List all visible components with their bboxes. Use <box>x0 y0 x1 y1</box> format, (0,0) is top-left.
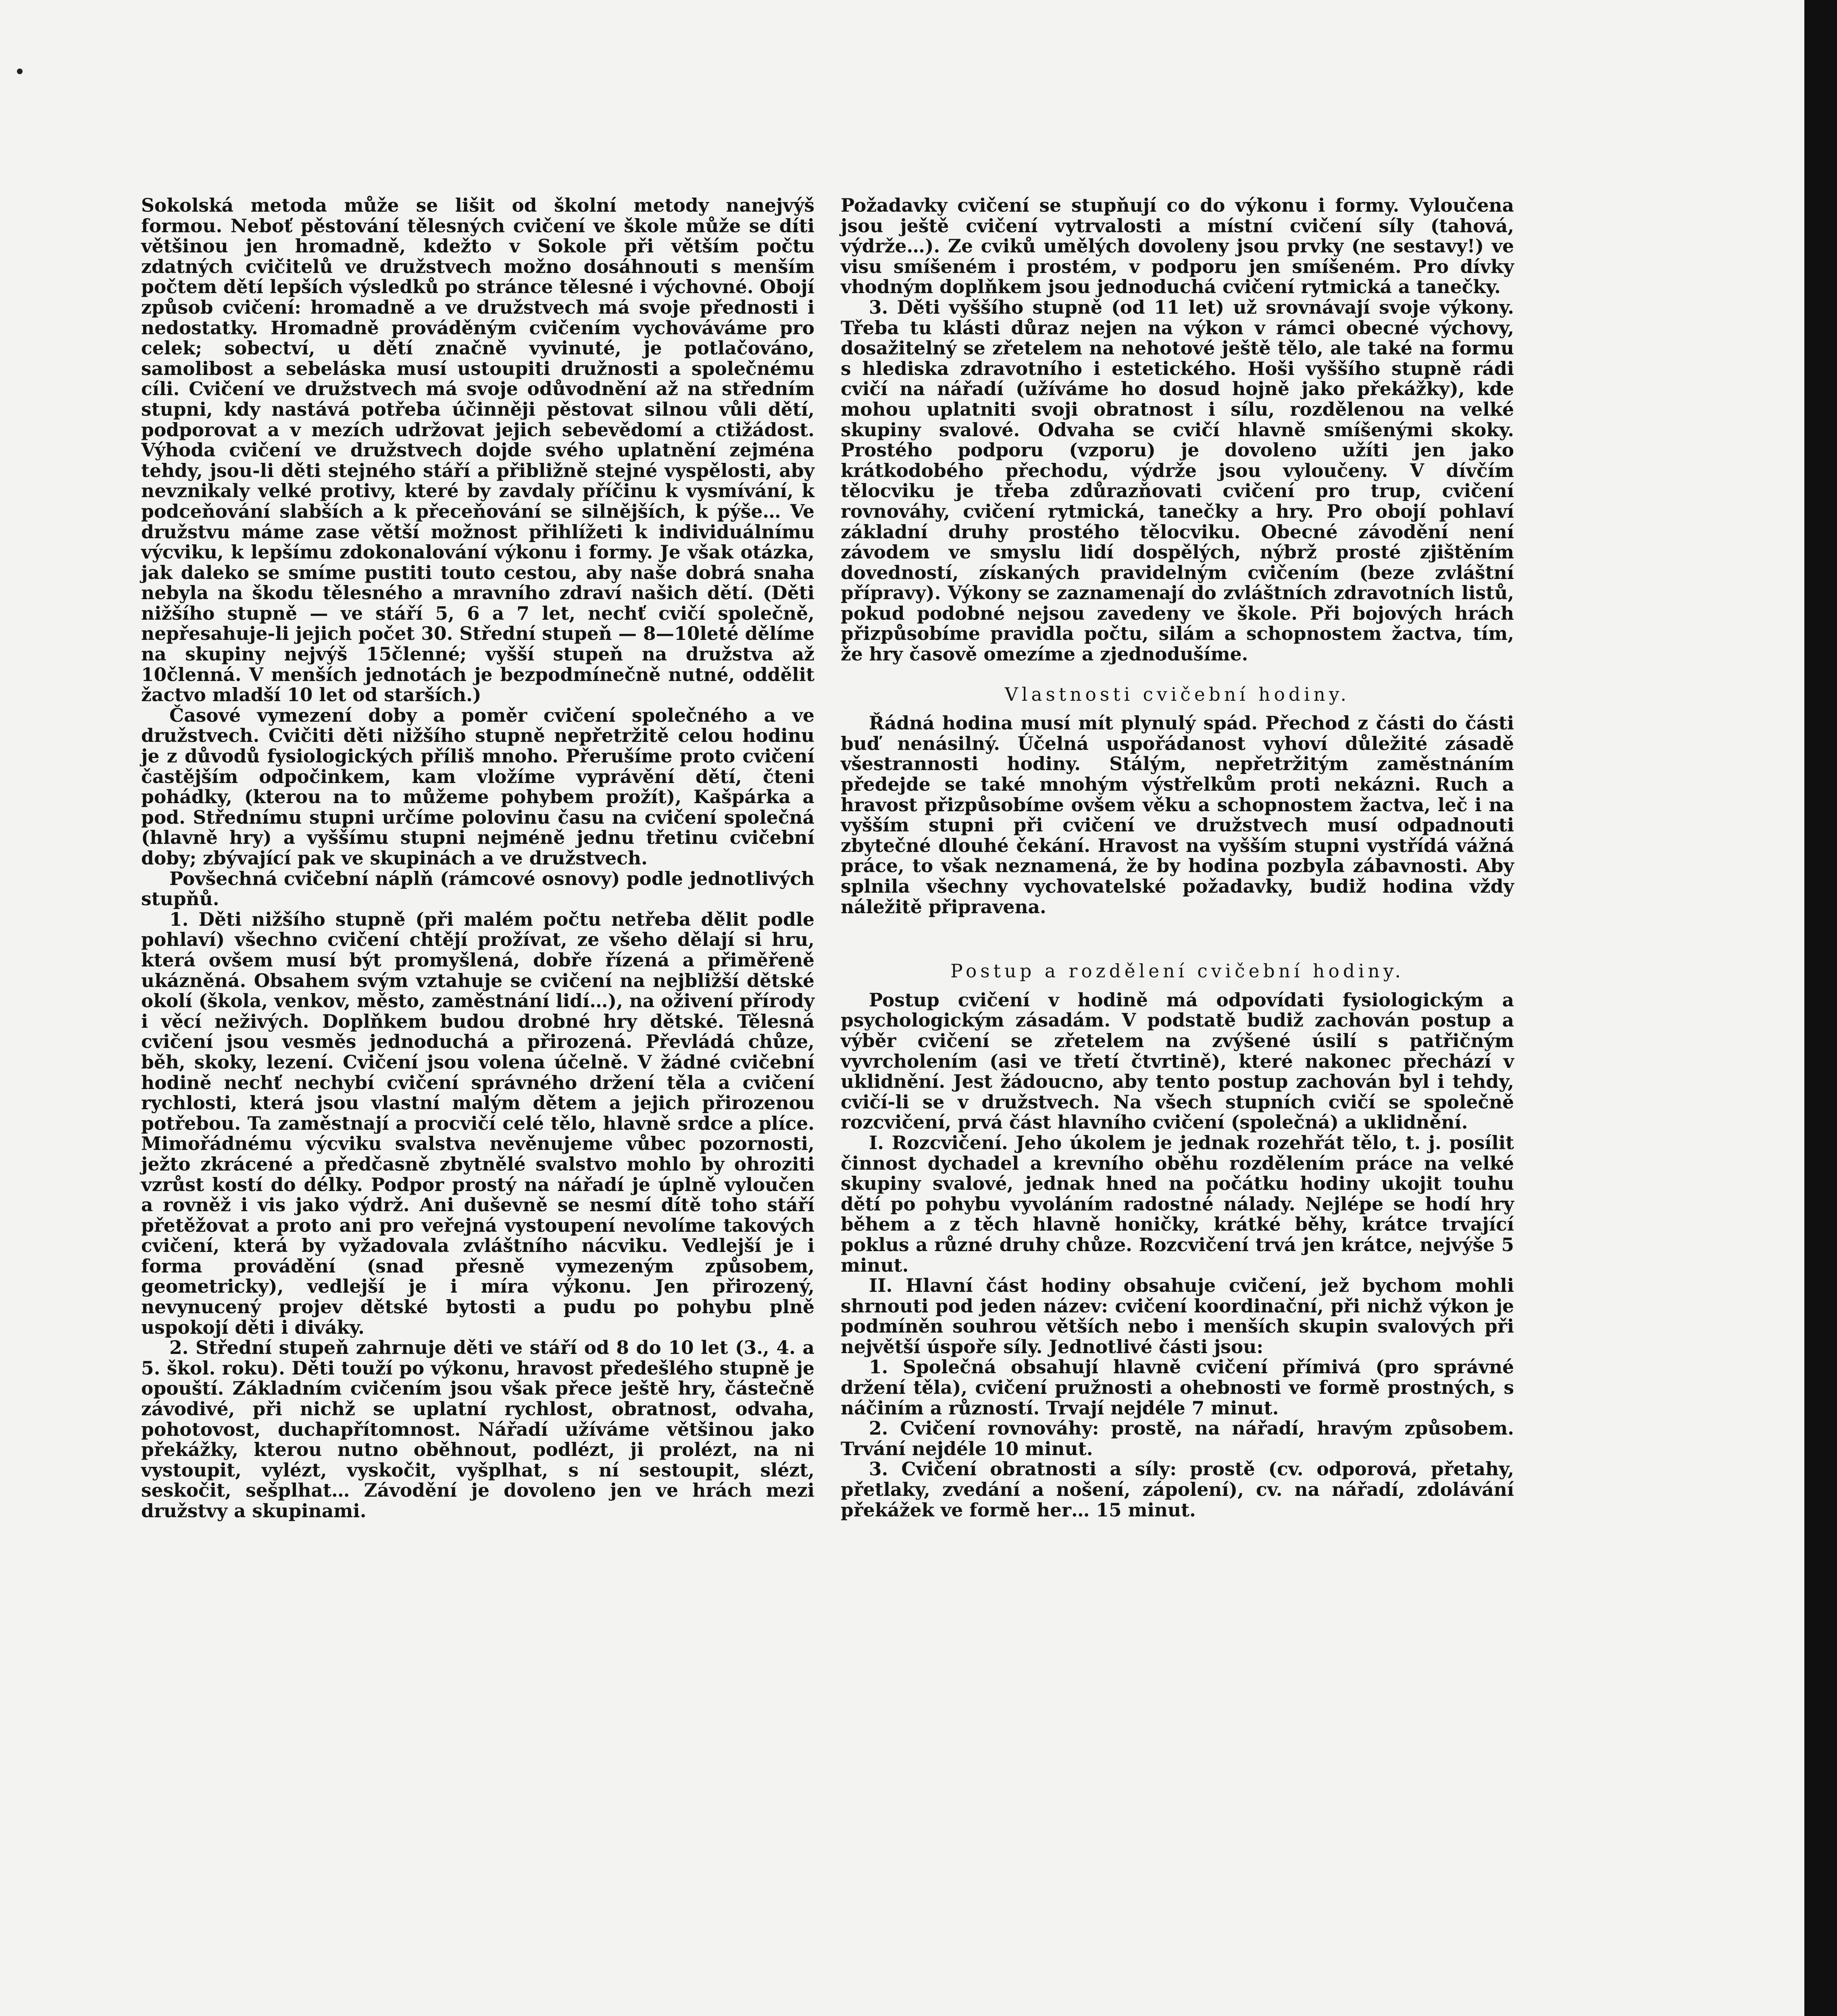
scan-border <box>1804 0 1837 2016</box>
paragraph: 1. Společná obsahují hlavně cvičení přímivá (pro správné držení těla), cvičení pružnosti a ohebnosti ve formě prostných, s náčiním a růzností. Trvají nejdéle 7 minut. <box>841 1356 1514 1419</box>
paragraph: 2. Střední stupeň zahrnuje děti ve stáří od 8 do 10 let (3., 4. a 5. škol. roku). Děti touží po výkonu, hravost předešlého stupně je opouští. Základním cvičením jsou však přece ještě hry, částečně závodivé, při nichž se uplatní rychlost, obratnost, odvaha, pohotovost, duchapřítomnost. Nářadí užíváme většinou jako překážky, kterou nutno oběhnout, podlézt, ji prolézt, na ni vystoupit, vylézt, vyskočit, vyšplhat, s ní sestoupit, slézt, seskočit, sešplhat… Závodění je dovoleno jen ve hrách mezi družstvy a skupinami. <box>141 1337 814 1522</box>
section-heading: Vlastnosti cvičební hodiny. <box>1005 683 1350 705</box>
paragraph: 3. Děti vyššího stupně (od 11 let) už srovnávají svoje výkony. Třeba tu klásti důraz nejen na výkon v rámci obecné výchovy, dosažitelný se zřetelem na nehotové ještě tělo, ale také na formu s hlediska zdravotního i estetického. Hoši vyššího stupně rádi cvičí na nářadí (užíváme ho dosud hojně jako překážky), kde mohou uplatniti svoji obratnost i sílu, rozdělenou na velké skupiny svalové. Odvaha se cvičí hlavně smíšenými skoky. Prostého podporu (vzporu) je dovoleno užíti jen jako krátkodobého přechodu, výdrže jsou vyloučeny. V dívčím tělocviku je třeba zdůrazňovati cvičení pro trup, cvičení rovnováhy, cvičení rytmická, tanečky a hry. Pro obojí pohlaví základní druhy prostého tělocviku. Obecné závodění není závodem ve smyslu lidí dospělých, nýbrž prosté zjištěním dovedností, získaných pravidelným cvičením (beze zvláštní přípravy). Výkony se zaznamenají do zvláštních zdravotních listů, pokud podobné nejsou zavedeny ve škole. Při bojových hrách přizpůsobíme pravidla počtu, silám a schopnostem žactva, tím, že hry časově omezíme a zjednodušíme. <box>841 296 1514 665</box>
paragraph: Řádná hodina musí mít plynulý spád. Přechod z části do části buď nenásilný. Účelná uspořádanost vyhoví důležité zásadě všestrannosti hodiny. Stálým, nepřetržitým zaměstnáním předejde se také mnohým výstřelkům proti nekázni. Ruch a hravost přizpůsobíme ovšem věku a schopnostem žactva, leč i na vyšším stupni při cvičení ve družstvech musí odpadnouti zbytečné dlouhé čekání. Hravost na vyšším stupni vystřídá vážná práce, to však neznamená, že by hodina pozbyla zábavnosti. Aby splnila všechny vychovatelské požadavky, budiž hodina vždy náležitě připravena. <box>841 712 1514 918</box>
paragraph: II. Hlavní část hodiny obsahuje cvičení, jež bychom mohli shrnouti pod jeden název: cvičení koordinační, při nichž výkon je podmíněn souhrou větších nebo i menších skupin svalových při největší úspoře síly. Jednotlivé části jsou: <box>841 1275 1514 1358</box>
paragraph: Časové vymezení doby a poměr cvičení společného a ve družstvech. Cvičiti děti nižšího stupně nepřetržitě celou hodinu je z důvodů fysiologických příliš mnoho. Přerušíme proto cvičení častějším odpočinkem, kam vložíme vyprávění dětí, čteni pohádky, (kterou na to můžeme pohybem prožít), Kašpárka a pod. Střednímu stupni určíme polovinu času na cvičení společná (hlavně hry) a vyššímu stupni nejméně jednu třetinu cvičební doby; zbývající pak ve skupinách a ve družstvech. <box>141 704 814 869</box>
paragraph: 1. Děti nižšího stupně (při malém počtu netřeba dělit podle pohlaví) všechno cvičení chtějí prožívat, ze všeho dělají si hru, která ovšem musí být promyšlená, dobře řízená a přiměřeně ukázněná. Obsahem svým vztahuje se cvičení na nejbližší dětské okolí (škola, venkov, město, zaměstnání lidí…), na oživení přírody i věcí neživých. Doplňkem budou drobné hry dětské. Tělesná cvičení jsou vesměs jednoduchá a přirozená. Převládá chůze, běh, skoky, lezení. Cvičení jsou volena účelně. V žádné cvičební hodině nechť nechybí cvičení správného držení těla a cvičení rychlosti, která jsou vlastní malým dětem a jejich přirozenou potřebou. Ta zaměstnají a procvičí celé tělo, hlavně srdce a plíce. Mimořádnému výcviku svalstva nevěnujeme vůbec pozornosti, ježto zkrácené a předčasně zbytnělé svalstvo mohlo by ohroziti vzrůst kostí do délky. Podpor prostý na nářadí je úplně vyloučen a rovněž i vis jako výdrž. Ani duševně se nesmí dítě toho stáří přetěžovat a proto ani pro veřejná vystoupení nevolíme takových cvičení, která by vyžadovala zvláštního nácviku. Vedlejší je i forma provádění (snad přesně vymezeným způsobem, geometricky), vedlejší je i míra výkonu. Jen přirozený, nevynucený projev dětské bytosti a pudu po pohybu plně uspokojí děti i diváky. <box>141 908 814 1338</box>
scan-speck <box>17 69 23 74</box>
right-column <box>841 195 1514 1520</box>
paragraph: Postup cvičení v hodině má odpovídati fysiologickým a psychologickým zásadám. V podstatě budiž zachován postup a výběr cvičení se zřetelem na zvýšené úsilí s patřičným vyvrcholením (asi ve třetí čtvrtině), které nakonec přechází v uklidnění. Jest žádoucno, aby tento postup zachován byl i tehdy, cvičí-li se v družstvech. Na všech stupních cvičí se společně rozcvičení, prvá část hlavního cvičení (společná) a uklidnění. <box>841 989 1514 1133</box>
paragraph: I. Rozcvičení. Jeho úkolem je jednak rozehřát tělo, t. j. posílit činnost dychadel a krevního oběhu rozdělením práce na velké skupiny svalové, jednak hned na počátku hodiny ukojit touhu dětí po pohybu vyvoláním radostné nálady. Nejlépe se hodí hry během a z těch hlavně honičky, krátké běhy, krátce trvající poklus a různé druhy chůze. Rozcvičení trvá jen krátce, nejvýše 5 minut. <box>841 1131 1514 1276</box>
left-column <box>141 195 814 1521</box>
paragraph: Požadavky cvičení se stupňují co do výkonu i formy. Vyloučena jsou ještě cvičení vytrvalosti a místní cvičení síly (tahová, výdrže…). Ze cviků umělých dovoleny jsou prvky (ne sestavy!) ve visu smíšeném i prostém, v podporu jen smíšeném. Pro dívky vhodným doplňkem jsou jednoduchá cvičení rytmická a tanečky. <box>841 194 1514 298</box>
paragraph: Povšechná cvičební náplň (rámcové osnovy) podle jednotlivých stupňů. <box>141 867 814 910</box>
section-heading: Postup a rozdělení cvičební hodiny. <box>950 960 1404 982</box>
paragraph: 3. Cvičení obratnosti a síly: prostě (cv. odporová, přetahy, přetlaky, zvedání a nošení, zápolení), cv. na nářadí, zdolávání překážek ve formě her… 15 minut. <box>841 1458 1514 1521</box>
paragraph: 2. Cvičení rovnováhy: prostě, na nářadí, hravým způsobem. Trvání nejdéle 10 minut. <box>841 1417 1514 1460</box>
paragraph: Sokolská metoda může se lišit od školní metody nanejvýš formou. Neboť pěstování tělesných cvičení ve škole může se díti většinou jen hromadně, kdežto v Sokole při větším počtu zdatných cvičitelů ve družstvech možno dosáhnouti s menším počtem dětí lepších výsledků po stránce tělesné i výchovné. Obojí způsob cvičení: hromadně a ve družstvech má svoje přednosti i nedostatky. Hromadně prováděným cvičením vychováváme pro celek; sobectví, u dětí značně vyvinuté, je potlačováno, samolibost a sebeláska musí ustoupiti družnosti a společnému cíli. Cvičení ve družstvech má svoje odůvodnění až na středním stupni, kdy nastává potřeba účinněji pěstovat silnou vůli dětí, podporovat a v mezích udržovat jejich sebevědomí a ctižádost. Výhoda cvičení ve družstvech dojde svého uplatnění zejména tehdy, jsou-li děti stejného stáří a přibližně stejné vyspělosti, aby nevznikaly velké protivy, které by zavdaly příčinu k vysmívání, k podceňování slabších a k přeceňování se silnějších, k pýše… Ve družstvu máme zase větší možnost přihlížeti k individuálnímu výcviku, k lepšímu zdokonalování výkonu i formy. Je však otázka, jak daleko se smíme pustiti touto cestou, aby naše dobrá snaha nebyla na škodu tělesného a mravního zdraví našich dětí. (Děti nižšího stupně — ve stáří 5, 6 a 7 let, nechť cvičí společně, nepřesahuje-li jejich počet 30. Střední stupeň — 8—10leté dělíme na skupiny nejvýš 15členné; vyšší stupeň na družstva až 10členná. V menších jednotách je bezpodmínečně nutné, oddělit žactvo mladší 10 let od starších.) <box>141 194 814 706</box>
